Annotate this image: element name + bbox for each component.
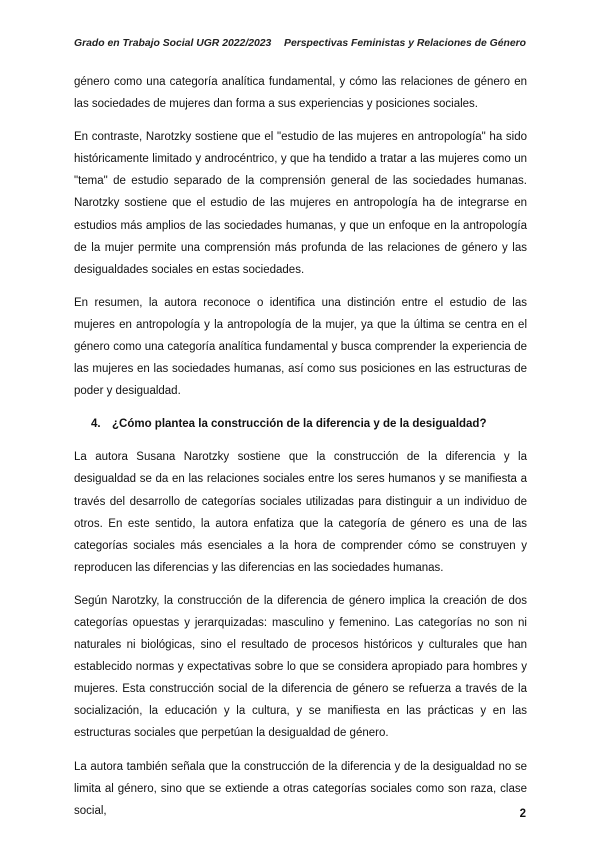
paragraph: Según Narotzky, la construcción de la diferencia de género implica la creación de dos categorías opuestas y jerarquizadas: masculino y femenino. Las categorías no son ni naturales ni biológicas, sino el resultado de procesos históricos y culturales que han establecido normas y expectativas sobre lo que se considera apropiado para hombres y mujeres. Esta construcción social de la diferencia de género se refuerza a través de la socialización, la educación y la cultura, y se manifiesta en las prácticas y en las estructuras sociales que perpetúan la desigualdad de género. bbox=[74, 594, 527, 740]
paragraph: En resumen, la autora reconoce o identifica una distinción entre el estudio de las mujeres en antropología y la antropología de la mujer, ya que la última se centra en el género como una categoría analítica fundamental y busca comprender la experiencia de las mujeres en las sociedades humanas, así como sus posiciones en las estructuras de poder y desigualdad. bbox=[74, 296, 527, 398]
paragraph: género como una categoría analítica fundamental, y cómo las relaciones de género en las sociedades de mujeres dan forma a sus experiencias y posiciones sociales. bbox=[74, 76, 527, 111]
page-number: 2 bbox=[519, 808, 526, 820]
header-subject: Perspectivas Feministas y Relaciones de Género bbox=[284, 38, 526, 49]
document-body bbox=[74, 71, 527, 833]
paragraph: La autora Susana Narotzky sostiene que la construcción de la diferencia y la desigualdad se da en las relaciones sociales entre los seres humanos y se manifiesta a través del desarrollo de categorías sociales utilizadas para distinguir a un individuo de otros. En este sentido, la autora enfatiza que la categoría de género es una de las categorías sociales más esenciales a la hora de comprender cómo se construyen y reproducen las diferencias y las diferencias en las sociedades humanas. bbox=[74, 451, 527, 574]
section-heading bbox=[74, 413, 527, 435]
header-course: Grado en Trabajo Social UGR 2022/2023 bbox=[74, 38, 272, 49]
page-header bbox=[74, 38, 526, 49]
section-title: ¿Cómo plantea la construcción de la diferencia y de la desigualdad? bbox=[112, 418, 487, 431]
section-number: 4. bbox=[91, 418, 101, 431]
paragraph: En contraste, Narotzky sostiene que el "estudio de las mujeres en antropología" ha sido históricamente limitado y androcéntrico, y que ha tendido a tratar a las mujeres como un "tema" de estudio separado de la comprensión general de las sociedades humanas. Narotzky sostiene que el estudio de las mujeres en antropología ha de integrarse en estudios más amplios de las sociedades humanas, y que un enfoque en la antropología de la mujer permite una comprensión más profunda de las relaciones de género y las desigualdades sociales en estas sociedades. bbox=[74, 131, 527, 276]
paragraph: La autora también señala que la construcción de la diferencia y de la desigualdad no se limita al género, sino que se extiende a otras categorías sociales como son raza, clase social, bbox=[74, 760, 527, 817]
